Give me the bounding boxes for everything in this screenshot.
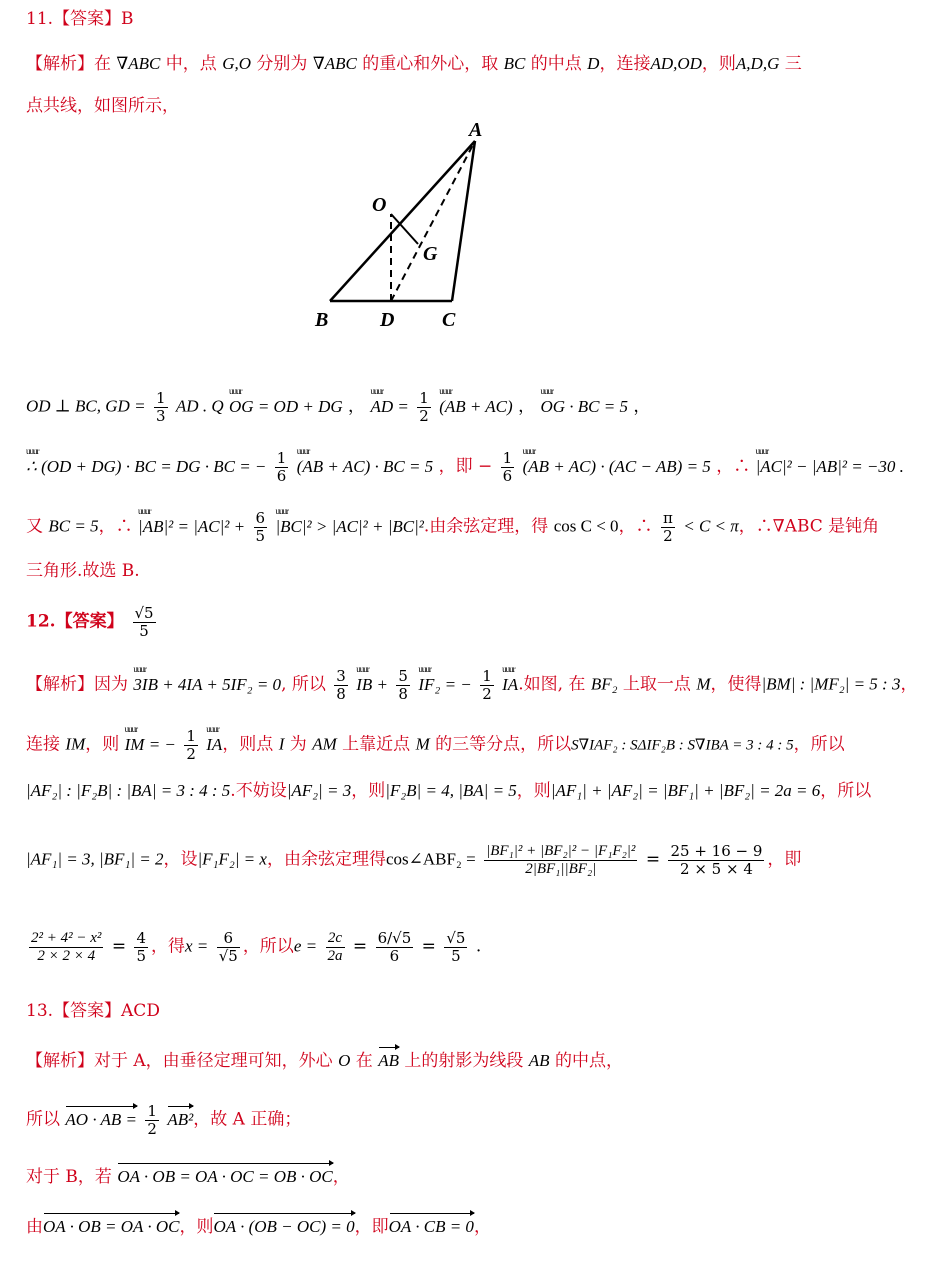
frac-num: π (662, 509, 673, 527)
frac-num: 1 (419, 389, 429, 407)
frac-den: 6 (502, 466, 513, 485)
q11-eq2-b: uuur (AB + AC) · BC = 5 (297, 458, 433, 475)
q12-math: M (415, 734, 430, 754)
q12-answer-value (133, 605, 156, 639)
q11-eq3-t5: ，∴∇ABC 是钝角 (738, 516, 880, 537)
q11-text: 三 (784, 54, 802, 74)
q13-analysis-tag: 【解析】 (26, 1051, 94, 1071)
q11-math: ∇ABC (312, 54, 357, 73)
frac-compound (376, 930, 414, 964)
frac-cos-formula (484, 843, 637, 877)
q11-eq3-b: uuur |AB|² = |AC|² + (138, 518, 245, 535)
q11-text: ，则 (701, 54, 736, 74)
q11-eq1-sep: ， (348, 396, 366, 417)
q11-eq3-e: cos C < 0 (553, 516, 619, 536)
q12-line2 (26, 728, 845, 762)
frac-1-3 (154, 390, 168, 424)
q12-math: uuur IA (502, 676, 518, 693)
q13-math: AO · AB = (65, 1109, 138, 1129)
q13-text: 上的射影为线段 (404, 1051, 524, 1071)
q11-eq2-t1: ，即 − (438, 456, 493, 477)
q11-eq2-c: uuur (AB + AC) · (AC − AB) = 5 (523, 458, 711, 475)
q11-math: G,O (222, 54, 252, 73)
q12-math: = (645, 849, 661, 870)
q12-text: ，所以 (793, 734, 845, 755)
frac-3-8 (334, 668, 348, 702)
q12-math: |F₂B| = 4, |BA| = 5 (385, 781, 517, 800)
q12-text: 连接 (26, 734, 60, 755)
frac-den: 2 × 2 × 4 (29, 947, 103, 965)
q12-math: x = (185, 936, 209, 956)
q11-eq3-t1: 又 (26, 516, 43, 537)
q11-eq2-a: uuur ∴ (OD + DG) · BC = DG · BC = − (26, 458, 266, 475)
q13-text: 由 (26, 1217, 43, 1237)
q13-text: 对于 B，若 (26, 1167, 112, 1187)
q13-line2 (26, 1103, 301, 1137)
frac-1-6 (275, 450, 289, 484)
frac-2c-2a (326, 930, 345, 964)
frac-1-2 (184, 728, 198, 762)
q12-math: |AF₁| = 3, |BF₁| = 2 (26, 849, 164, 869)
q12-text: ，所以 (820, 781, 872, 801)
q13-math: OA · CB = 0 (388, 1217, 474, 1236)
frac-num: 6 (255, 509, 266, 527)
frac-den: 2 × 5 × 4 (668, 860, 764, 878)
frac-num: 1 (155, 389, 166, 407)
figure-label-d: D (380, 309, 395, 331)
q11-eq3-t3: .由余弦定理，得 (423, 516, 549, 537)
q11-analysis-line2: 点共线，如图所示， (26, 96, 179, 116)
frac-den: 5 (136, 946, 147, 965)
q11-math: ∇ABC (116, 54, 161, 73)
q11-eq3-c: uuur |BC|² > |AC|² + |BC|² (275, 518, 423, 535)
frac-num: √5 (446, 929, 466, 947)
q11-eq1-g: uuur OG · BC = 5 (540, 398, 628, 415)
q12-math: uuur IM = − (125, 736, 176, 753)
q12-text: 为 (289, 734, 307, 755)
frac-den: 2 (186, 744, 196, 763)
frac-den: 2 (661, 527, 675, 545)
frac-den: 2 (147, 1119, 157, 1138)
frac-den: 5 (133, 622, 156, 640)
q11-eq2-e: uuur |AC|² − |AB|² = −30 . (756, 458, 904, 475)
q11-eq2-t2: ，∴ (716, 456, 751, 477)
q13-text: ，故 A 正确； (193, 1109, 302, 1130)
frac-den: 2 (419, 406, 429, 425)
q13-line4 (26, 1218, 491, 1236)
q13-line3 (26, 1168, 350, 1186)
figure-label-o: O (372, 194, 387, 216)
q12-math: |AF₂| = 3 (286, 781, 352, 800)
q11-math: BC (503, 54, 526, 73)
frac-num: 25 + 16 − 9 (670, 842, 763, 860)
q12-math: = (111, 936, 127, 957)
frac-den: 2|BF₁||BF₂| (484, 860, 637, 878)
q13-text: ，则 (179, 1217, 214, 1237)
q11-analysis-line1 (26, 55, 802, 73)
q11-text: ，连接 (599, 54, 651, 74)
frac-den: 2a (327, 947, 343, 964)
frac-1-2 (417, 390, 431, 424)
frac-num: √5 (134, 604, 154, 622)
frac-num: 2² + 4² − x² (31, 930, 102, 946)
frac-5-8 (396, 668, 410, 702)
frac-cos-values (668, 843, 764, 877)
q13-answer-label: 13.【答案】ACD (26, 1001, 160, 1021)
q12-math: IM (65, 734, 86, 754)
q12-math: |AF₁| + |AF₂| = |BF₁| + |BF₂| = 2a = 6 (550, 781, 821, 800)
q11-text: 的重心和外心，取 (362, 54, 499, 74)
q11-text: 中，点 (165, 54, 217, 74)
q12-text: .不妨设 (230, 781, 287, 801)
q11-eq3-t4: ，∴ (618, 516, 653, 537)
q12-math: = (421, 936, 436, 957)
frac-num: 4 (136, 929, 147, 947)
q11-eq2 (26, 450, 904, 484)
q12-math: cos∠ABF₂ = (385, 849, 476, 869)
frac-num: |BF₁|² + |BF₂|² − |F₁F₂|² (486, 843, 636, 859)
frac-1-6 (501, 450, 515, 484)
q12-math: uuur 3IB + 4IA + 5IF₂ = 0 (133, 676, 281, 693)
q12-text: ，则点 (222, 734, 274, 755)
figure-label-b: B (315, 309, 329, 331)
q13-math: OA · (OB − OC) = 0 (213, 1217, 355, 1236)
q12-math: |F₁F₂| = x (197, 849, 267, 869)
q12-math: |BM| : |MF₂| = 5 : 3 (761, 674, 901, 694)
q13-text: ， (473, 1217, 491, 1237)
q11-conclusion: 三角形.故选 B. (26, 561, 140, 581)
frac-sqrt5-5 (444, 930, 467, 964)
q11-text: 在 (94, 54, 111, 74)
q12-text: .如图, 在 (518, 674, 586, 695)
q12-text: ，设 (163, 849, 198, 870)
q12-text: ，由余弦定理得 (266, 849, 386, 870)
q11-eq3-f: < C < π (683, 516, 739, 536)
q13-math: AB (528, 1051, 550, 1070)
q12-math: I (278, 734, 285, 754)
frac-law-cos (29, 930, 103, 964)
q11-eq1-sep: ， (518, 396, 536, 417)
q12-line5 (26, 930, 481, 964)
q11-eq1-end: ， (633, 396, 651, 417)
q12-text: 因为 (94, 674, 128, 695)
q12-line3 (26, 782, 871, 800)
q12-math: |AF₂| : |F₂B| : |BA| = 3 : 4 : 5 (26, 781, 231, 800)
q12-text: ，即 (767, 849, 802, 870)
q12-text: ，使得 (710, 674, 762, 695)
q12-text: 上靠近点 (342, 734, 411, 755)
q12-math: AM (312, 734, 337, 754)
frac-num: 6/√5 (377, 929, 412, 947)
q11-eq1-e: uuur AD = (370, 398, 408, 415)
frac-6-5 (254, 510, 268, 544)
q12-math: M (696, 674, 711, 694)
q13-math: OA · OB = OA · OC = OB · OC (117, 1167, 333, 1186)
q12-text: ，所以 (242, 936, 294, 957)
q11-eq3-a: BC = 5 (48, 516, 99, 536)
q12-math: BF₂ (590, 674, 618, 694)
frac-den: 6 (276, 466, 287, 485)
frac-num: 5 (398, 667, 408, 685)
figure-side-ac (452, 141, 475, 301)
q11-answer-label: 11.【答案】B (26, 9, 134, 29)
q11-math: D (587, 54, 600, 73)
q13-math: OA · OB = OA · OC (43, 1217, 180, 1236)
frac-num: 1 (502, 449, 513, 467)
q12-text: ，则 (351, 781, 386, 801)
q12-line1 (26, 668, 917, 702)
q12-math: uuur IB + (356, 676, 388, 693)
q12-text: ，得 (151, 936, 186, 957)
q12-math: . (475, 936, 482, 957)
q12-answer-label: 12.【答案】 (26, 611, 124, 632)
frac-1-2 (480, 668, 494, 702)
q11-eq3 (26, 510, 879, 544)
q11-eq3-t2: ，∴ (98, 516, 133, 537)
figure-label-g: G (423, 243, 438, 265)
q12-text: ， (900, 674, 918, 695)
frac-num: 3 (336, 667, 346, 685)
q13-line1 (26, 1052, 623, 1070)
q13-text: 在 (355, 1051, 373, 1071)
q12-line4 (26, 843, 801, 877)
q12-text: ，则 (516, 781, 551, 801)
q13-math: O (338, 1051, 351, 1070)
frac-den: 5 (444, 947, 467, 965)
frac-num: 1 (186, 727, 196, 745)
q12-math: uuur IA (206, 736, 222, 753)
q11-eq1-b: AD . Q (175, 396, 224, 416)
frac-den: 8 (398, 684, 408, 703)
frac-den: 3 (155, 406, 166, 425)
frac-den: 5 (255, 526, 266, 545)
q12-analysis-tag: 【解析】 (26, 674, 94, 695)
q13-text: 的中点， (554, 1051, 623, 1071)
frac-num: 1 (482, 667, 492, 685)
q13-math: AB² (167, 1109, 194, 1129)
frac-den: 6 (376, 947, 414, 965)
q11-analysis-tag: 【解析】 (26, 54, 94, 74)
frac-pi-2 (661, 510, 675, 544)
frac-den: √5 (218, 946, 238, 965)
q12-math: uuur IF₂ = − (418, 676, 471, 693)
q11-eq1-f: uuur (AB + AC) (439, 398, 512, 415)
frac-den: 8 (336, 684, 346, 703)
q12-math: = (352, 936, 368, 957)
q12-text: 的三等分点，所以 (435, 734, 572, 755)
figure-label-a: A (469, 119, 483, 141)
frac-num: 1 (276, 449, 287, 467)
q13-text: ，即 (354, 1217, 389, 1237)
figure-label-c: C (442, 309, 456, 331)
q11-eq1-c: uuur OG = OD + DG (229, 398, 343, 415)
frac-den: 2 (482, 684, 492, 703)
q13-text: 所以 (26, 1109, 60, 1130)
frac-num: 2c (327, 930, 343, 946)
frac-4-5 (134, 930, 148, 964)
q13-text: 对于 A，由垂径定理可知，外心 (94, 1051, 333, 1071)
q12-text: , 所以 (281, 674, 326, 695)
frac-num: 6 (223, 929, 234, 947)
q12-math: e = (293, 936, 318, 956)
q11-text: 分别为 (256, 54, 308, 74)
q13-math: AB (378, 1051, 399, 1070)
q11-text: 的中点 (530, 54, 582, 74)
q11-triangle-figure (300, 112, 500, 337)
q12-answer (26, 605, 159, 639)
frac-num: 1 (147, 1102, 157, 1120)
q13-text: ， (332, 1167, 350, 1187)
q11-math: A,D,G (735, 54, 780, 73)
q12-text: ，则 (85, 734, 120, 755)
frac-6-sqrt5 (217, 930, 240, 964)
q11-eq1-a: OD ⊥ BC, GD = (26, 396, 146, 416)
q12-text: 上取一点 (622, 674, 691, 695)
q11-eq1 (26, 390, 650, 424)
q11-math: AD,OD (650, 54, 702, 73)
frac-1-2 (145, 1103, 159, 1137)
q12-math: S∇IAF₂ : SΔIF₂B : S∇IBA = 3 : 4 : 5 (571, 737, 794, 754)
